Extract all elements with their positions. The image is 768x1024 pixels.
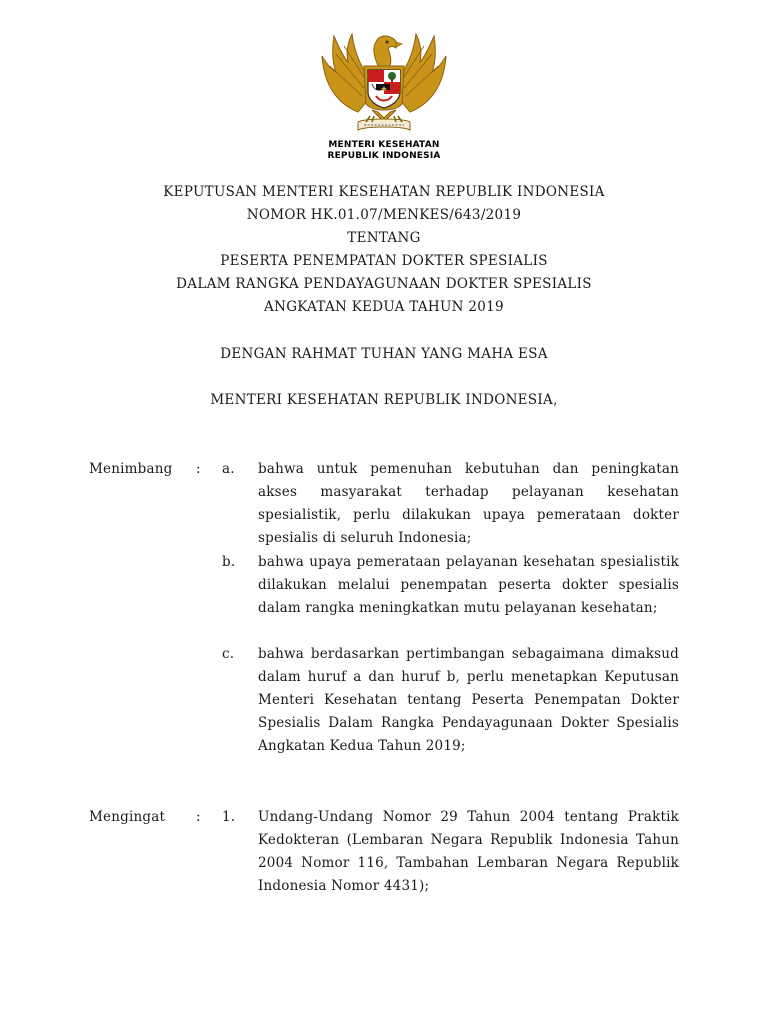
- ministry-label: [300, 140, 468, 162]
- menimbang-a-marker: a.: [222, 461, 235, 477]
- mengingat-label: Mengingat: [89, 809, 166, 825]
- decree-tentang: TENTANG: [347, 230, 421, 246]
- menimbang-colon: :: [196, 461, 201, 477]
- decree-number: NOMOR HK.01.07/MENKES/643/2019: [246, 207, 522, 223]
- decree-subject-line3: ANGKATAN KEDUA TAHUN 2019: [264, 299, 504, 315]
- menimbang-label: Menimbang: [89, 461, 173, 477]
- menimbang-a-text: bahwa untuk pemenuhan kebutuhan dan peningkatan akses masyarakat terhadap pelayanan kesehatan spesialistik, perlu dilakukan upaya pemerataan dokter spesialis di seluruh Indonesia;: [258, 461, 679, 546]
- preamble-rahmat: DENGAN RAHMAT TUHAN YANG MAHA ESA: [220, 346, 548, 362]
- menimbang-c-text: bahwa berdasarkan pertimbangan sebagaimana dimaksud dalam huruf a dan huruf b, perlu menetapkan Keputusan Menteri Kesehatan tentang Peserta Penempatan Dokter Spesialis Dalam Rangka Pendayagunaan Dokter Spesialis Angkatan Kedua Tahun 2019;: [258, 646, 679, 754]
- decree-subject-line1: PESERTA PENEMPATAN DOKTER SPESIALIS: [220, 253, 548, 269]
- decree-heading: [0, 181, 768, 319]
- ministry-label-line1: MENTERI KESEHATAN: [328, 140, 440, 150]
- garuda-emblem-icon: [318, 26, 450, 138]
- preamble-menteri: MENTERI KESEHATAN REPUBLIK INDONESIA,: [210, 392, 558, 408]
- decree-subject-line2: DALAM RANGKA PENDAYAGUNAAN DOKTER SPESIALIS: [176, 276, 592, 292]
- mengingat-1-text: Undang-Undang Nomor 29 Tahun 2004 tentang Praktik Kedokteran (Lembaran Negara Republik Indonesia Tahun 2004 Nomor 116, Tambahan Lembaran Negara Republik Indonesia Nomor 4431);: [258, 809, 679, 894]
- decree-title: KEPUTUSAN MENTERI KESEHATAN REPUBLIK INDONESIA: [163, 184, 605, 200]
- mengingat-1-marker: 1.: [222, 809, 236, 825]
- menimbang-b-text: bahwa upaya pemerataan pelayanan kesehatan spesialistik dilakukan melalui penempatan peserta dokter spesialis dalam rangka meningkatkan mutu pelayanan kesehatan;: [258, 554, 679, 616]
- mengingat-colon: :: [196, 809, 201, 825]
- ministry-label-line2: REPUBLIK INDONESIA: [327, 151, 441, 161]
- menimbang-b-marker: b.: [222, 554, 236, 570]
- menimbang-c-marker: c.: [222, 646, 235, 662]
